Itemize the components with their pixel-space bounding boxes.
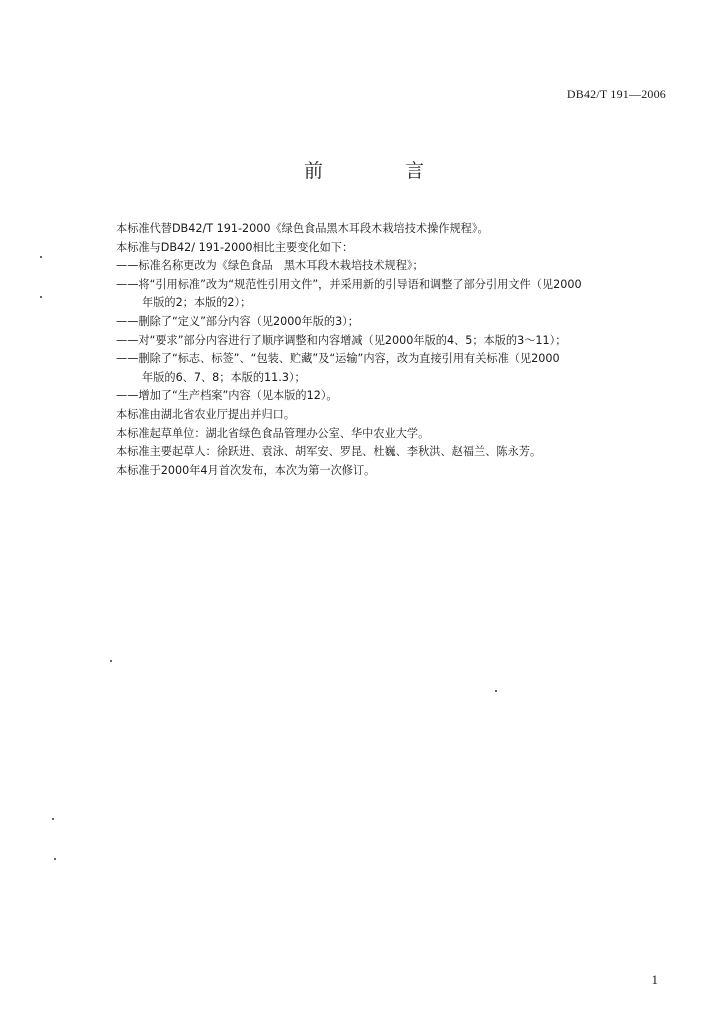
text-line: ——删除了“定义”部分内容（见2000年版的3）； [116,314,359,328]
scan-speck [40,296,42,298]
standard-code: DB42/T 191—2006 [566,87,666,101]
foreword-body [116,220,672,480]
text-line: 年版的6、7、8；本版的11.3）； [142,370,306,384]
text-line: 本标准由湖北省农业厅提出并归口。 [116,407,296,421]
scan-speck [40,256,42,258]
text-line: 本标准主要起草人：徐跃进、袁泳、胡军安、罗昆、杜巍、李秋洪、赵福兰、陈永芳。 [116,445,542,459]
text-line: 本标准代替DB42/T 191-2000《绿色食品黑木耳段木栽培技术操作规程》。 [116,222,489,235]
page-title: 前 言 [303,160,463,182]
scan-speck [110,660,112,662]
text-line: 本标准起草单位：湖北省绿色食品管理办公室、华中农业大学。 [116,426,430,440]
text-line: 本标准于2000年4月首次发布，本次为第一次修订。 [116,463,376,477]
text-line: ——删除了“标志、标签”、“包装、贮藏”及“运输”内容，改为直接引用有关标准（见2000 [116,352,560,366]
text-line: ——对“要求”部分内容进行了顺序调整和内容增减（见2000年版的4、5；本版的3～11）； [116,333,567,347]
scan-speck [54,858,56,860]
text-line: ——将“引用标准”改为“规范性引用文件”，并采用新的引导语和调整了部分引用文件（见2000 [116,277,582,291]
scan-speck [495,690,497,692]
text-line: ——增加了“生产档案”内容（见本版的12）。 [116,389,338,403]
text-line: 年版的2；本版的2）； [142,296,252,310]
text-line: ——标准名称更改为《绿色食品 黑木耳段木栽培技术规程》； [116,259,424,273]
text-line: 本标准与DB42/ 191-2000相比主要变化如下： [116,240,354,254]
scan-speck [52,818,54,820]
page-number: 1 [651,972,658,987]
